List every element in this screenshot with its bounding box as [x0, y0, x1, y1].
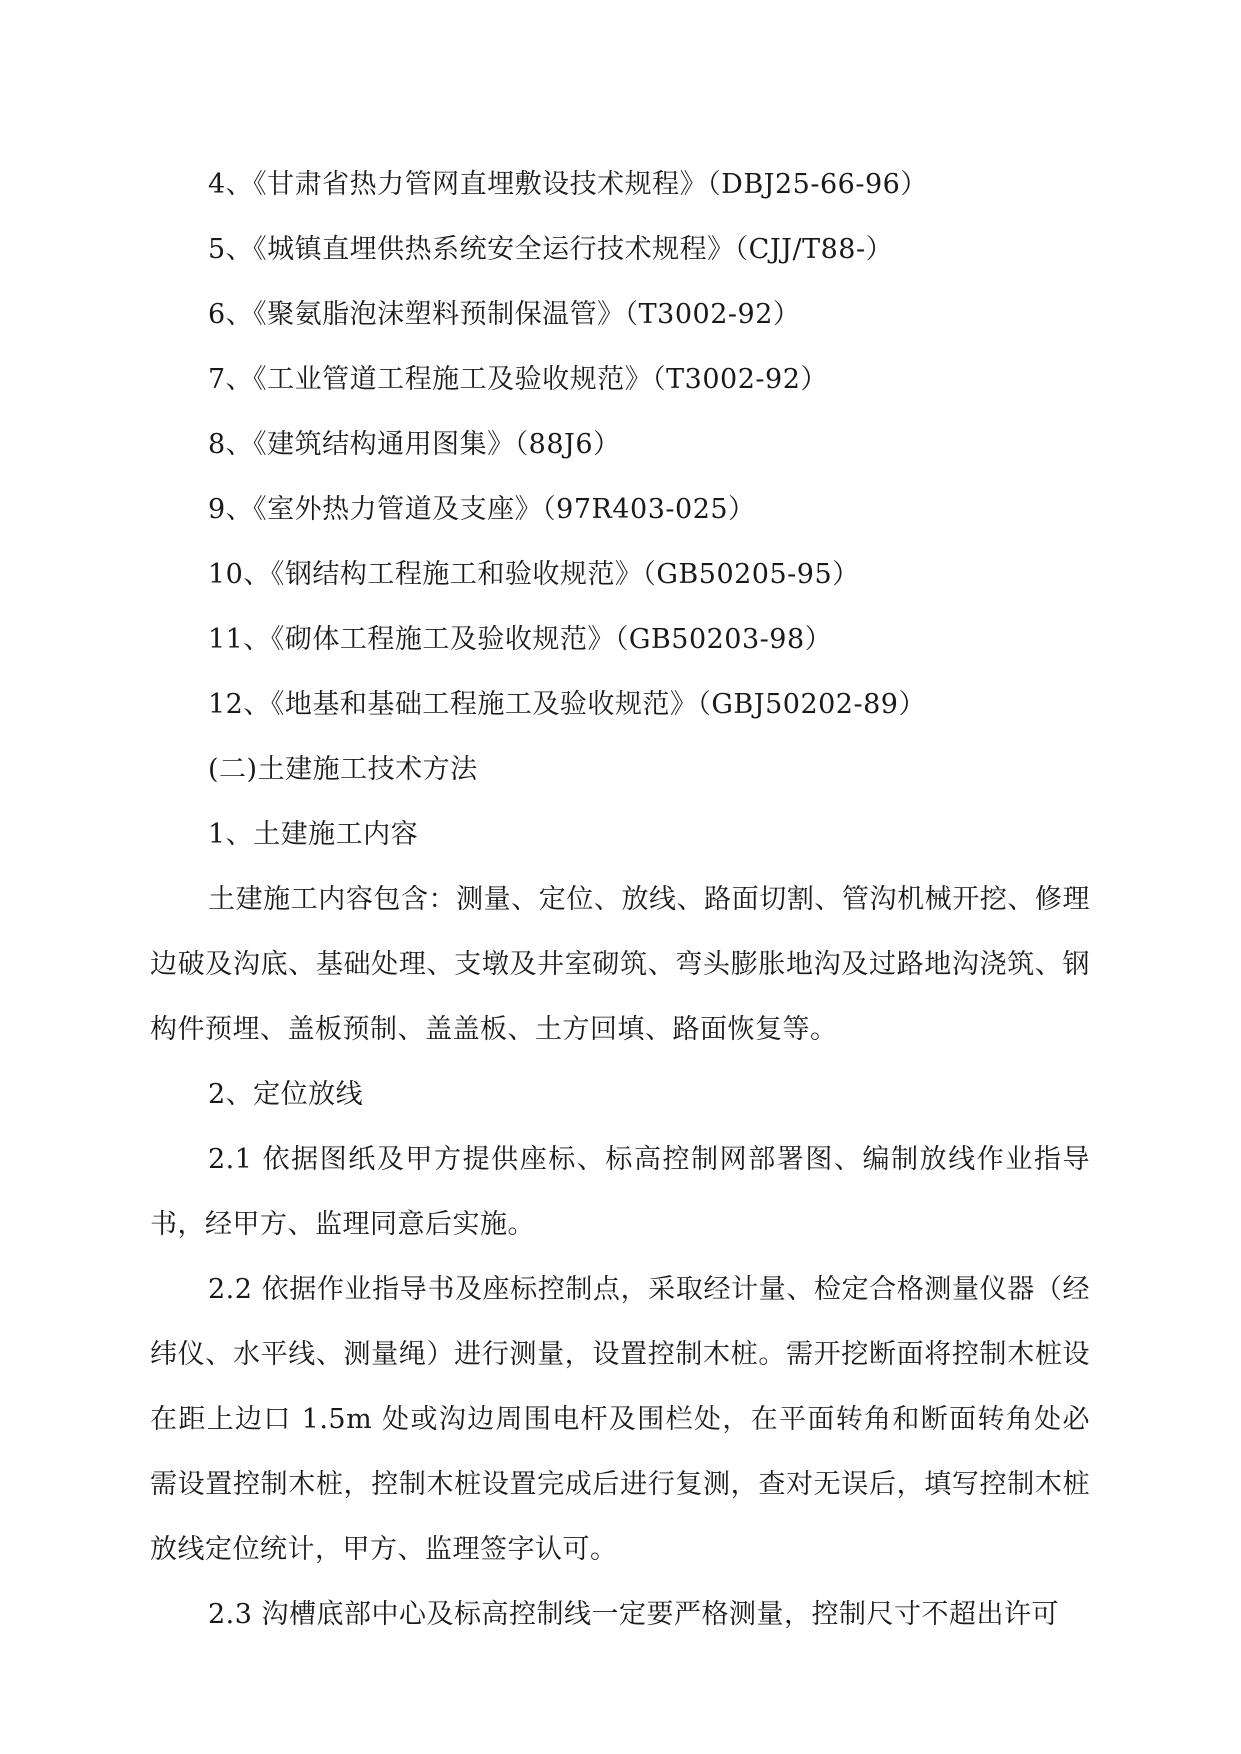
document-body — [150, 152, 1090, 1647]
subsection-heading-2: 2、定位放线 — [208, 1079, 364, 1110]
reference-item-8: 8、《建筑结构通用图集》（88J6） — [208, 429, 621, 460]
paragraph-2-1: 2.1 依据图纸及甲方提供座标、标高控制网部署图、编制放线作业指导书，经甲方、监理同意后实施。 — [150, 1144, 1090, 1240]
paragraph-construction-content: 土建施工内容包含：测量、定位、放线、路面切割、管沟机械开挖、修理边破及沟底、基础处理、支墩及井室砌筑、弯头膨胀地沟及过路地沟浇筑、钢构件预埋、盖板预制、盖盖板、土方回填、路面恢复等。 — [150, 884, 1090, 1045]
reference-item-5: 5、《城镇直埋供热系统安全运行技术规程》（CJJ/T88-） — [208, 234, 894, 265]
paragraph-2-2: 2.2 依据作业指导书及座标控制点，采取经计量、检定合格测量仪器（经纬仪、水平线、测量绳）进行测量，设置控制木桩。需开挖断面将控制木桩设在距上边口 1.5m 处或沟边周围电杆及围栏处，在平面转角和断面转角处必需设置控制木桩，控制木桩设置完成后进行复测，查对无误后，填写控制木桩放线定位统计，甲方、监理签字认可。 — [150, 1274, 1090, 1565]
subsection-heading-1: 1、土建施工内容 — [208, 819, 419, 850]
reference-item-10: 10、《钢结构工程施工和验收规范》（GB50205-95） — [208, 559, 860, 590]
reference-item-7: 7、《工业管道工程施工及验收规范》（T3002-92） — [208, 364, 828, 395]
reference-item-4: 4、《甘肃省热力管网直埋敷设技术规程》（DBJ25-66-96） — [208, 169, 928, 200]
section-title: (二)土建施工技术方法 — [208, 754, 478, 785]
reference-item-9: 9、《室外热力管道及支座》（97R403-025） — [208, 494, 756, 525]
reference-item-6: 6、《聚氨脂泡沫塑料预制保温管》（T3002-92） — [208, 299, 801, 330]
paragraph-2-3: 2.3 沟槽底部中心及标高控制线一定要严格测量，控制尺寸不超出许可 — [208, 1599, 1060, 1630]
reference-item-12: 12、《地基和基础工程施工及验收规范》（GBJ50202-89） — [208, 689, 926, 720]
reference-item-11: 11、《砌体工程施工及验收规范》（GB50203-98） — [208, 624, 833, 655]
